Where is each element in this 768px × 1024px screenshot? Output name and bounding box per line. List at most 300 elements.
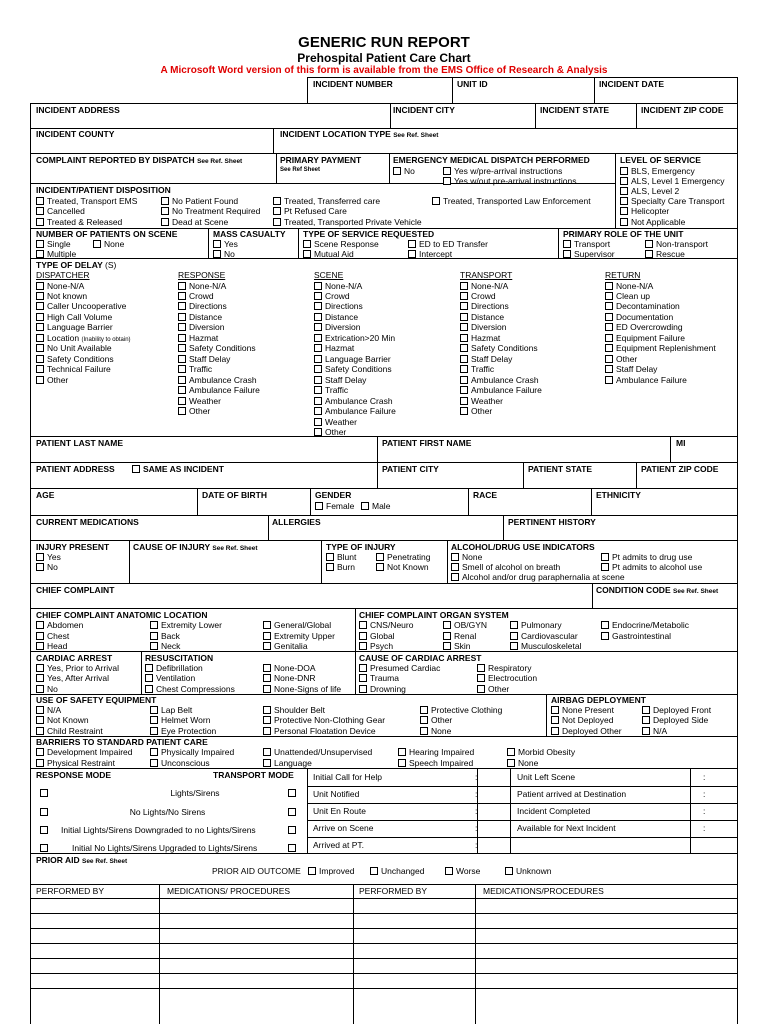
checkbox[interactable]	[370, 867, 378, 875]
checkbox[interactable]	[460, 376, 468, 384]
gender-male: Male	[361, 502, 390, 511]
organ-endocrine: Endocrine/Metabolic	[601, 621, 689, 630]
transport-mode-label: TRANSPORT MODE	[213, 770, 294, 780]
airbag-na: N/A	[642, 727, 667, 736]
time-arrived-pt: Arrived at PT.	[313, 840, 365, 850]
checkbox[interactable]	[314, 355, 322, 363]
checkbox[interactable]	[263, 685, 271, 693]
airbag-other: Deployed Other	[551, 727, 622, 736]
checkbox[interactable]	[314, 397, 322, 405]
emd-no: No	[393, 167, 415, 176]
allergies-label: ALLERGIES	[272, 517, 321, 527]
checkbox[interactable]	[150, 621, 158, 629]
scene-delay-0: None-N/A	[314, 282, 362, 291]
checkbox[interactable]	[150, 632, 158, 640]
barrier-speech: Speech Impaired	[398, 759, 473, 768]
checkbox[interactable]	[601, 553, 609, 561]
response-mode-label: RESPONSE MODE	[36, 770, 112, 780]
checkbox[interactable]	[273, 197, 281, 205]
checkbox[interactable]	[178, 407, 186, 415]
checkbox[interactable]	[150, 748, 158, 756]
checkbox[interactable]	[36, 674, 44, 682]
checkbox[interactable]	[36, 759, 44, 767]
checkbox[interactable]	[263, 716, 271, 724]
transport-delay-4: Diversion	[460, 323, 506, 332]
level-of-service-label: LEVEL OF SERVICE	[620, 155, 701, 165]
prior-outcome-label: PRIOR AID OUTCOME	[212, 866, 301, 876]
role-supervisor: Supervisor	[563, 250, 615, 259]
checkbox[interactable]	[263, 664, 271, 672]
checkbox[interactable]	[408, 240, 416, 248]
checkbox[interactable]	[601, 621, 609, 629]
checkbox[interactable]	[40, 808, 48, 816]
checkbox[interactable]	[36, 642, 44, 650]
checkbox[interactable]	[263, 706, 271, 714]
checkbox[interactable]	[510, 642, 518, 650]
checkbox[interactable]	[263, 642, 271, 650]
safety-na: N/A	[36, 706, 61, 715]
checkbox[interactable]	[445, 867, 453, 875]
checkbox[interactable]	[460, 292, 468, 300]
checkbox[interactable]	[451, 553, 459, 561]
organ-system-label: CHIEF COMPLAINT ORGAN SYSTEM	[359, 610, 509, 620]
checkbox[interactable]	[642, 727, 650, 735]
scene-header: SCENE	[314, 270, 344, 280]
checkbox[interactable]	[263, 759, 271, 767]
time-arrive-scene: Arrive on Scene	[313, 823, 374, 833]
checkbox[interactable]	[408, 250, 416, 258]
anat-abdomen: Abdomen	[36, 621, 83, 630]
checkbox[interactable]	[460, 344, 468, 352]
checkbox[interactable]	[432, 197, 440, 205]
cardiac-arrest-label: CARDIAC ARREST	[36, 653, 113, 663]
barrier-dev: Development Impaired	[36, 748, 133, 757]
colon-r3: :	[703, 823, 706, 833]
time-en-route: Unit En Route	[313, 806, 366, 816]
checkbox[interactable]	[36, 218, 44, 226]
checkbox[interactable]	[443, 621, 451, 629]
checkbox[interactable]	[36, 563, 44, 571]
disp-law: Treated, Transported Law Enforcement	[432, 197, 591, 206]
checkbox[interactable]	[460, 302, 468, 310]
service-requested-label: TYPE OF SERVICE REQUESTED	[303, 229, 435, 239]
return-delay-6: Equipment Replenishment	[605, 344, 716, 353]
checkbox[interactable]	[273, 218, 281, 226]
barrier-none: None	[507, 759, 538, 768]
cca-presumed: Presumed Cardiac	[359, 664, 440, 673]
checkbox[interactable]	[477, 664, 485, 672]
checkbox[interactable]	[460, 386, 468, 394]
checkbox[interactable]	[314, 376, 322, 384]
checkbox[interactable]	[326, 553, 334, 561]
checkbox[interactable]	[359, 685, 367, 693]
return-delay-2: Decontamination	[605, 302, 680, 311]
checkbox[interactable]	[263, 621, 271, 629]
role-non-transport: Non-transport	[645, 240, 708, 249]
unit-id-label: UNIT ID	[457, 79, 488, 89]
type-of-delay-label: TYPE OF DELAY (S)	[36, 260, 117, 270]
checkbox[interactable]	[36, 727, 44, 735]
checkbox[interactable]	[645, 250, 653, 258]
checkbox[interactable]	[563, 250, 571, 258]
patient-zip-label: PATIENT ZIP CODE	[641, 464, 719, 474]
checkbox[interactable]	[36, 365, 44, 373]
checkbox[interactable]	[36, 250, 44, 258]
dob-label: DATE OF BIRTH	[202, 490, 268, 500]
checkbox[interactable]	[314, 313, 322, 321]
race-label: RACE	[473, 490, 498, 500]
checkbox[interactable]	[620, 187, 628, 195]
checkbox[interactable]	[36, 323, 44, 331]
patients-multiple: Multiple	[36, 250, 76, 259]
checkbox[interactable]	[620, 177, 628, 185]
checkbox[interactable]	[620, 197, 628, 205]
checkbox[interactable]	[505, 867, 513, 875]
checkbox[interactable]	[303, 250, 311, 258]
colon-r2: :	[703, 806, 706, 816]
checkbox[interactable]	[36, 302, 44, 310]
checkbox[interactable]	[303, 240, 311, 248]
checkbox[interactable]	[178, 397, 186, 405]
form-title: GENERIC RUN REPORT	[298, 34, 470, 51]
checkbox[interactable]	[460, 355, 468, 363]
response-header: RESPONSE	[178, 270, 226, 280]
checkbox[interactable]	[314, 323, 322, 331]
los-helicopter: Helicopter	[620, 207, 669, 216]
resp-mode-0-box	[40, 789, 51, 798]
checkbox[interactable]	[460, 397, 468, 405]
emd-label: EMERGENCY MEDICAL DISPATCH PERFORMED	[393, 155, 590, 165]
scene-delay-3: Distance	[314, 313, 358, 322]
checkbox[interactable]	[605, 282, 613, 290]
checkbox[interactable]	[178, 282, 186, 290]
checkbox[interactable]	[178, 313, 186, 321]
checkbox[interactable]	[314, 292, 322, 300]
colon-r1: :	[703, 789, 706, 799]
cca-respiratory: Respiratory	[477, 664, 531, 673]
checkbox[interactable]	[477, 685, 485, 693]
checkbox[interactable]	[161, 207, 169, 215]
checkbox[interactable]	[376, 563, 384, 571]
checkbox[interactable]	[314, 282, 322, 290]
checkbox[interactable]	[605, 302, 613, 310]
safety-child: Child Restraint	[36, 727, 103, 736]
checkbox[interactable]	[273, 207, 281, 215]
checkbox[interactable]	[178, 292, 186, 300]
scene-delay-5: Extrication>20 Min	[314, 334, 395, 343]
checkbox[interactable]	[314, 365, 322, 373]
checkbox[interactable]	[460, 334, 468, 342]
checkbox[interactable]	[36, 240, 44, 248]
trans-mode-3-box	[288, 844, 299, 853]
return-delay-9: Ambulance Failure	[605, 376, 687, 385]
return-delay-3: Documentation	[605, 313, 673, 322]
checkbox[interactable]	[605, 313, 613, 321]
checkbox[interactable]	[605, 376, 613, 384]
checkbox[interactable]	[150, 759, 158, 767]
outcome-worse: Worse	[445, 867, 480, 876]
checkbox[interactable]	[451, 573, 459, 581]
checkbox[interactable]	[359, 674, 367, 682]
checkbox[interactable]	[36, 282, 44, 290]
anatomic-location-label: CHIEF COMPLAINT ANATOMIC LOCATION	[36, 610, 208, 620]
patient-city-label: PATIENT CITY	[382, 464, 439, 474]
injury-penetrating: Penetrating	[376, 553, 430, 562]
transport-delay-5: Hazmat	[460, 334, 500, 343]
checkbox[interactable]	[263, 748, 271, 756]
checkbox[interactable]	[40, 844, 48, 852]
cause-cardiac-label: CAUSE OF CARDIAC ARREST	[359, 653, 482, 663]
return-delay-4: ED Overcrowding	[605, 323, 683, 332]
checkbox[interactable]	[93, 240, 101, 248]
safety-equipment-label: USE OF SAFETY EQUIPMENT	[36, 695, 157, 705]
checkbox[interactable]	[178, 365, 186, 373]
checkbox[interactable]	[145, 664, 153, 672]
checkbox[interactable]	[40, 826, 48, 834]
checkbox[interactable]	[263, 632, 271, 640]
checkbox[interactable]	[477, 674, 485, 682]
checkbox[interactable]	[178, 355, 186, 363]
checkbox[interactable]	[178, 302, 186, 310]
patients-single: Single	[36, 240, 71, 249]
checkbox[interactable]	[551, 727, 559, 735]
checkbox[interactable]	[510, 621, 518, 629]
dispatch-delay-6: No Unit Available	[36, 344, 112, 353]
checkbox[interactable]	[36, 207, 44, 215]
checkbox[interactable]	[178, 386, 186, 394]
checkbox[interactable]	[601, 632, 609, 640]
checkbox[interactable]	[605, 334, 613, 342]
checkbox[interactable]	[443, 642, 451, 650]
checkbox[interactable]	[314, 418, 322, 426]
checkbox[interactable]	[178, 334, 186, 342]
incident-county-label: INCIDENT COUNTY	[36, 129, 115, 139]
transport-delay-9: Ambulance Crash	[460, 376, 539, 385]
checkbox[interactable]	[36, 553, 44, 561]
checkbox[interactable]	[36, 344, 44, 352]
checkbox[interactable]	[308, 867, 316, 875]
checkbox[interactable]	[36, 313, 44, 321]
cardiac-prior: Yes, Prior to Arrival	[36, 664, 119, 673]
response-delay-2: Directions	[178, 302, 227, 311]
meds-procedures-header-1: MEDICATIONS/ PROCEDURES	[167, 886, 291, 896]
resus-vent: Ventilation	[145, 674, 195, 683]
checkbox[interactable]	[601, 563, 609, 571]
checkbox[interactable]	[36, 334, 44, 342]
transport-header: TRANSPORT	[460, 270, 513, 280]
checkbox[interactable]	[36, 716, 44, 724]
checkbox[interactable]	[443, 177, 451, 185]
checkbox[interactable]	[359, 621, 367, 629]
los-als2: ALS, Level 2	[620, 187, 679, 196]
disp-refused: Pt Refused Care	[273, 207, 347, 216]
safety-lap: Lap Belt	[150, 706, 192, 715]
checkbox[interactable]	[620, 207, 628, 215]
checkbox[interactable]	[507, 748, 515, 756]
disp-no-patient: No Patient Found	[161, 197, 238, 206]
checkbox[interactable]	[645, 240, 653, 248]
checkbox[interactable]	[642, 706, 650, 714]
checkbox[interactable]	[36, 685, 44, 693]
incident-location-type-label: INCIDENT LOCATION TYPE See Ref. Sheet	[280, 129, 439, 139]
checkbox[interactable]	[288, 808, 296, 816]
checkbox[interactable]	[288, 789, 296, 797]
checkbox[interactable]	[263, 727, 271, 735]
checkbox[interactable]	[420, 706, 428, 714]
response-delay-1: Crowd	[178, 292, 214, 301]
resp-mode-3-box	[40, 844, 51, 853]
checkbox[interactable]	[393, 167, 401, 175]
checkbox[interactable]	[551, 706, 559, 714]
checkbox[interactable]	[314, 302, 322, 310]
checkbox[interactable]	[605, 344, 613, 352]
checkbox[interactable]	[460, 365, 468, 373]
checkbox[interactable]	[605, 323, 613, 331]
checkbox[interactable]	[510, 632, 518, 640]
checkbox[interactable]	[314, 334, 322, 342]
service-ed-transfer: ED to ED Transfer	[408, 240, 488, 249]
checkbox[interactable]	[36, 197, 44, 205]
return-delay-7: Other	[605, 355, 637, 364]
checkbox[interactable]	[36, 748, 44, 756]
transport-delay-6: Safety Conditions	[460, 344, 538, 353]
checkbox[interactable]	[314, 407, 322, 415]
anat-neck: Neck	[150, 642, 180, 651]
checkbox[interactable]	[460, 323, 468, 331]
checkbox[interactable]	[150, 706, 158, 714]
checkbox[interactable]	[36, 292, 44, 300]
same-as-incident: SAME AS INCIDENT	[132, 465, 224, 474]
checkbox[interactable]	[359, 664, 367, 672]
checkbox[interactable]	[620, 167, 628, 175]
checkbox[interactable]	[150, 716, 158, 724]
checkbox[interactable]	[460, 407, 468, 415]
checkbox[interactable]	[132, 465, 140, 473]
checkbox[interactable]	[150, 642, 158, 650]
disp-private-vehicle: Treated, Transported Private Vehicle	[273, 218, 422, 227]
anat-chest: Chest	[36, 632, 69, 641]
anat-ext-upper: Extremity Upper	[263, 632, 335, 641]
resus-compressions: Chest Compressions	[145, 685, 235, 694]
return-header: RETURN	[605, 270, 641, 280]
form-subtitle: Prehospital Patient Care Chart	[297, 51, 471, 65]
scene-delay-9: Staff Delay	[314, 376, 366, 385]
checkbox[interactable]	[145, 685, 153, 693]
safety-clothing: Protective Clothing	[420, 706, 502, 715]
checkbox[interactable]	[507, 759, 515, 767]
checkbox[interactable]	[460, 282, 468, 290]
checkbox[interactable]	[460, 313, 468, 321]
checkbox[interactable]	[551, 716, 559, 724]
checkbox[interactable]	[315, 502, 323, 510]
checkbox[interactable]	[36, 706, 44, 714]
checkbox[interactable]	[376, 553, 384, 561]
return-delay-1: Clean up	[605, 292, 650, 301]
response-delay-0: None-N/A	[178, 282, 226, 291]
scene-delay-14: Other	[314, 428, 346, 437]
safety-eye: Eye Protection	[150, 727, 216, 736]
patient-address-label: PATIENT ADDRESS	[36, 464, 115, 474]
organ-musculo: Musculoskeletal	[510, 642, 581, 651]
dispatch-delay-5: Location (Inability to obtain)	[36, 334, 131, 343]
checkbox[interactable]	[620, 218, 628, 226]
checkbox[interactable]	[314, 386, 322, 394]
checkbox[interactable]	[314, 344, 322, 352]
time-at-destination: Patient arrived at Destination	[517, 789, 627, 799]
transport-delay-11: Weather	[460, 397, 503, 406]
checkbox[interactable]	[161, 218, 169, 226]
checkbox[interactable]	[326, 563, 334, 571]
injury-present-label: INJURY PRESENT	[36, 542, 110, 552]
role-rescue: Rescue	[645, 250, 685, 259]
checkbox[interactable]	[314, 428, 322, 436]
checkbox[interactable]	[178, 376, 186, 384]
resus-doa: None-DOA	[263, 664, 316, 673]
checkbox[interactable]	[40, 789, 48, 797]
checkbox[interactable]	[605, 355, 613, 363]
return-delay-8: Staff Delay	[605, 365, 657, 374]
patients-on-scene-label: NUMBER OF PATIENTS ON SCENE	[36, 229, 178, 239]
performed-by-header-1: PERFORMED BY	[36, 886, 105, 896]
checkbox[interactable]	[443, 167, 451, 175]
checkbox[interactable]	[36, 621, 44, 629]
trans-mode-2-box	[288, 826, 299, 835]
checkbox[interactable]	[642, 716, 650, 724]
checkbox[interactable]	[161, 197, 169, 205]
checkbox[interactable]	[605, 292, 613, 300]
response-delay-5: Hazmat	[178, 334, 218, 343]
checkbox[interactable]	[605, 365, 613, 373]
incident-zip-label: INCIDENT ZIP CODE	[641, 105, 724, 115]
checkbox[interactable]	[36, 355, 44, 363]
checkbox[interactable]	[420, 727, 428, 735]
anat-back: Back	[150, 632, 180, 641]
checkbox[interactable]	[398, 759, 406, 767]
checkbox[interactable]	[288, 844, 296, 852]
checkbox[interactable]	[36, 632, 44, 640]
response-delay-4: Diversion	[178, 323, 224, 332]
checkbox[interactable]	[178, 344, 186, 352]
checkbox[interactable]	[263, 674, 271, 682]
checkbox[interactable]	[443, 632, 451, 640]
checkbox[interactable]	[145, 674, 153, 682]
meds-procedures-header-2: MEDICATIONS/PROCEDURES	[483, 886, 604, 896]
transport-delay-1: Crowd	[460, 292, 496, 301]
checkbox[interactable]	[36, 664, 44, 672]
checkbox[interactable]	[563, 240, 571, 248]
barrier-physical: Physically Impaired	[150, 748, 234, 757]
response-delay-9: Ambulance Crash	[178, 376, 257, 385]
scene-delay-12: Ambulance Failure	[314, 407, 396, 416]
checkbox[interactable]	[150, 727, 158, 735]
checkbox[interactable]	[178, 323, 186, 331]
checkbox[interactable]	[361, 502, 369, 510]
organ-obgyn: OB/GYN	[443, 621, 487, 630]
checkbox[interactable]	[213, 250, 221, 258]
checkbox[interactable]	[288, 826, 296, 834]
checkbox[interactable]	[36, 376, 44, 384]
safety-not-known: Not Known	[36, 716, 89, 725]
checkbox[interactable]	[451, 563, 459, 571]
unit-role-label: PRIMARY ROLE OF THE UNIT	[563, 229, 684, 239]
checkbox[interactable]	[213, 240, 221, 248]
checkbox[interactable]	[398, 748, 406, 756]
safety-other: Other	[420, 716, 452, 725]
checkbox[interactable]	[359, 642, 367, 650]
checkbox[interactable]	[359, 632, 367, 640]
transport-delay-2: Directions	[460, 302, 509, 311]
checkbox[interactable]	[420, 716, 428, 724]
